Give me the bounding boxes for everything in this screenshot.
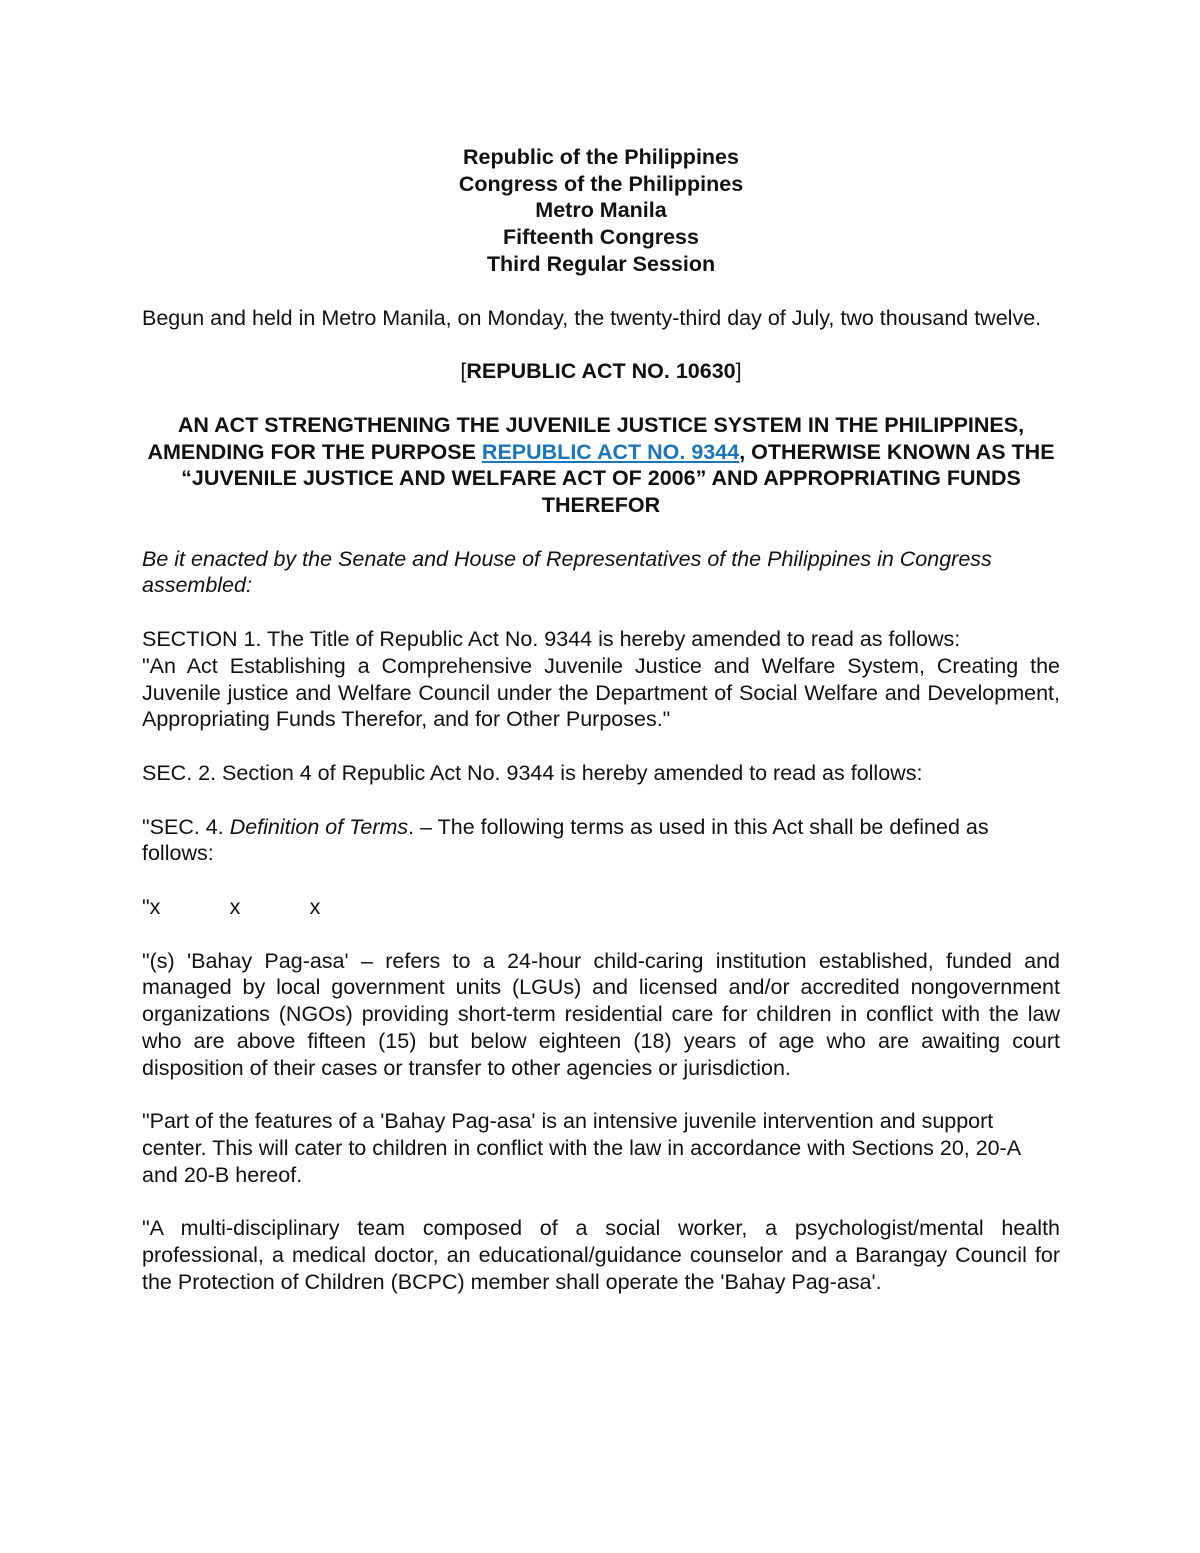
act-title-part2: , OTHERWISE KNOWN AS THE “JUVENILE JUSTICE AND WELFARE ACT OF 2006” AND APPROPRIATING FUNDS THEREFOR [181, 439, 1055, 518]
sec-4-heading: Definition of Terms [229, 814, 409, 839]
document-header [142, 144, 1060, 278]
omission-x-1: x [149, 895, 161, 920]
omission-x-2: x [229, 895, 241, 920]
enacting-clause: Be it enacted by the Senate and House of Representatives of the Philippines in Congress assembled: [142, 546, 992, 598]
document-page [142, 140, 1060, 1296]
omission-quote: " [142, 895, 150, 920]
section-2-intro: SEC. 2. Section 4 of Republic Act No. 9344 is hereby amended to read as follows: [142, 760, 923, 785]
act-number-close-bracket: ] [735, 359, 742, 384]
act-number [142, 358, 1060, 385]
section-1-quote: "An Act Establishing a Comprehensive Juvenile Justice and Welfare System, Creating the Juvenile justice and Welfare Council under the Department of Social Welfare and Development, Appropriating Funds Therefor, and for Other Purposes." [142, 653, 1060, 732]
header-line-congress-number: Fifteenth Congress [503, 225, 699, 250]
intro-paragraph: Begun and held in Metro Manila, on Monday, the twenty-third day of July, two thousand twelve. [142, 305, 1042, 330]
sec-4-definition [142, 814, 1060, 867]
section-1-intro: SECTION 1. The Title of Republic Act No. 9344 is hereby amended to read as follows: [142, 627, 961, 652]
header-line-congress: Congress of the Philippines [458, 171, 744, 196]
republic-act-9344-link[interactable]: REPUBLIC ACT NO. 9344 [481, 439, 740, 464]
sec-4-prefix: "SEC. 4. [142, 814, 230, 839]
omission-marker [142, 894, 1060, 921]
features-paragraph: "Part of the features of a 'Bahay Pag-asa' is an intensive juvenile intervention and support center. This will cater to children in conflict with the law in accordance with Sections 20, 20-A and 20-B hereof. [142, 1109, 1020, 1187]
section-1 [142, 626, 1060, 733]
omission-x-3: x [309, 895, 321, 920]
act-title [142, 412, 1060, 519]
team-paragraph: "A multi-disciplinary team composed of a social worker, a psychologist/mental health professional, a medical doctor, an educational/guidance counselor and a Barangay Council for the Protection of Children (BCPC) member shall operate the 'Bahay Pag-asa'. [142, 1216, 1060, 1294]
header-line-republic: Republic of the Philippines [463, 145, 739, 169]
act-title-part1: AN ACT STRENGTHENING THE JUVENILE JUSTICE SYSTEM IN THE PHILIPPINES, AMENDING FOR THE PURPOSE [147, 412, 1025, 464]
header-line-location: Metro Manila [535, 198, 667, 223]
act-number-open-bracket: [ [460, 359, 467, 384]
sec-4-rest: . – The following terms as used in this Act shall be defined as follows: [142, 814, 989, 866]
definition-bahay-pag-asa: "(s) 'Bahay Pag-asa' – refers to a 24-hour child-caring institution established, funded and managed by local government units (LGUs) and licensed and/or accredited nongovernment organizations (NGOs) providing short-term residential care for children in conflict with the law who are above fifteen (15) but below eighteen (18) years of age who are awaiting court disposition of their cases or transfer to other agencies or jurisdiction. [142, 948, 1060, 1080]
act-number-text: REPUBLIC ACT NO. 10630 [466, 359, 736, 384]
header-line-session: Third Regular Session [486, 251, 716, 276]
